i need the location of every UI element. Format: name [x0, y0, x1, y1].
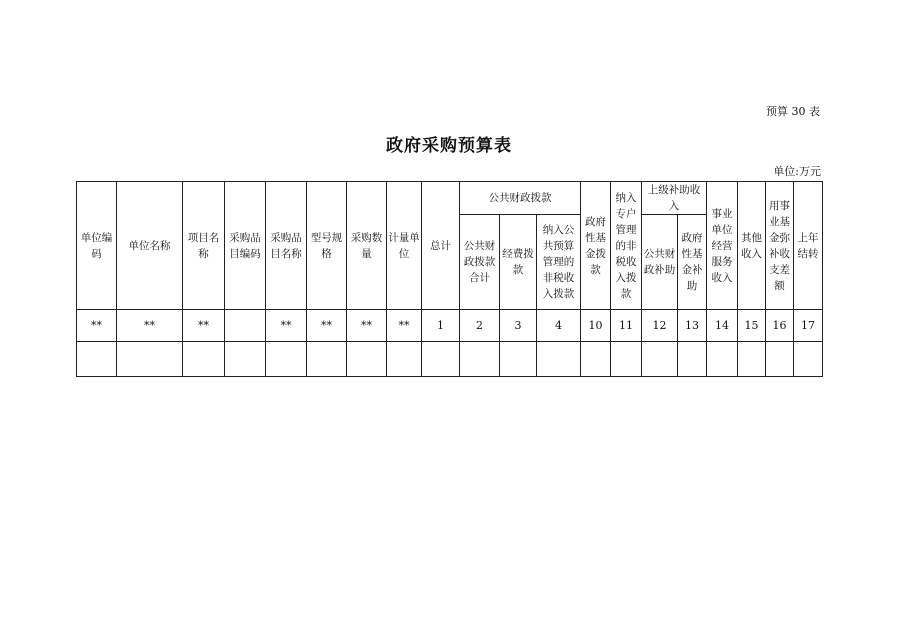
table-cell: **: [266, 310, 307, 342]
table-cell: 4: [537, 310, 581, 342]
table-cell: 16: [766, 310, 794, 342]
table-cell: [537, 342, 581, 377]
table-cell: [387, 342, 422, 377]
table-cell: [347, 342, 387, 377]
table-row: [77, 342, 823, 377]
table-cell: **: [347, 310, 387, 342]
table-cell: **: [183, 310, 225, 342]
table-cell: [738, 342, 766, 377]
table-cell: 3: [500, 310, 537, 342]
table-cell: **: [307, 310, 347, 342]
table-cell: 2: [460, 310, 500, 342]
table-cell: [707, 342, 738, 377]
header-item-name: 采购品目名称: [266, 182, 307, 310]
table-cell: 14: [707, 310, 738, 342]
table-cell: [766, 342, 794, 377]
unit-label: 单位:万元: [773, 165, 821, 178]
header-unit-code: 单位编码: [77, 182, 117, 310]
table-cell: 13: [678, 310, 707, 342]
table-cell: [460, 342, 500, 377]
table-row: [77, 310, 823, 342]
header-upper-subsidy-group: 上级补助收入: [642, 182, 707, 215]
header-gov-fund-subsidy: 政府性基金补助: [678, 215, 707, 310]
table-cell: [642, 342, 678, 377]
table-cell: 11: [611, 310, 642, 342]
table-cell: 17: [794, 310, 823, 342]
table-cell: [794, 342, 823, 377]
table-cell: [307, 342, 347, 377]
table-cell: **: [77, 310, 117, 342]
table-cell: [183, 342, 225, 377]
table-cell: 12: [642, 310, 678, 342]
header-public-fiscal-total: 公共财政拨款合计: [460, 215, 500, 310]
table-cell: [225, 342, 266, 377]
header-non-tax-budget: 纳入公共预算管理的非税收入拨款: [537, 215, 581, 310]
header-funding: 经费拨款: [500, 215, 537, 310]
table-cell: [77, 342, 117, 377]
table-cell: [225, 310, 266, 342]
table-cell: [581, 342, 611, 377]
header-model-spec: 型号规格: [307, 182, 347, 310]
table-cell: 15: [738, 310, 766, 342]
header-non-tax-special: 纳入专户管理的非税收入拨款: [611, 182, 642, 310]
header-other-income: 其他收入: [738, 182, 766, 310]
budget-table: [76, 181, 823, 377]
table-cell: 1: [422, 310, 460, 342]
header-unit-name: 单位名称: [117, 182, 183, 310]
table-cell: **: [117, 310, 183, 342]
header-carry-over: 上年结转: [794, 182, 823, 310]
header-public-fiscal-group: 公共财政拨款: [460, 182, 581, 215]
header-measure-unit: 计量单位: [387, 182, 422, 310]
table-cell: [678, 342, 707, 377]
header-gov-fund: 政府性基金拨款: [581, 182, 611, 310]
table-cell: [422, 342, 460, 377]
header-item-code: 采购品目编码: [225, 182, 266, 310]
header-fund-gap: 用事业基金弥补收支差额: [766, 182, 794, 310]
table-cell: [500, 342, 537, 377]
table-cell: **: [387, 310, 422, 342]
page-title: 政府采购预算表: [386, 136, 512, 156]
table-cell: [117, 342, 183, 377]
header-project-name: 项目名称: [183, 182, 225, 310]
header-business-income: 事业单位经营服务收入: [707, 182, 738, 310]
header-total: 总计: [422, 182, 460, 310]
table-cell: 10: [581, 310, 611, 342]
header-public-subsidy: 公共财政补助: [642, 215, 678, 310]
form-number: 预算 30 表: [766, 105, 820, 118]
table-cell: [266, 342, 307, 377]
table-cell: [611, 342, 642, 377]
header-quantity: 采购数量: [347, 182, 387, 310]
